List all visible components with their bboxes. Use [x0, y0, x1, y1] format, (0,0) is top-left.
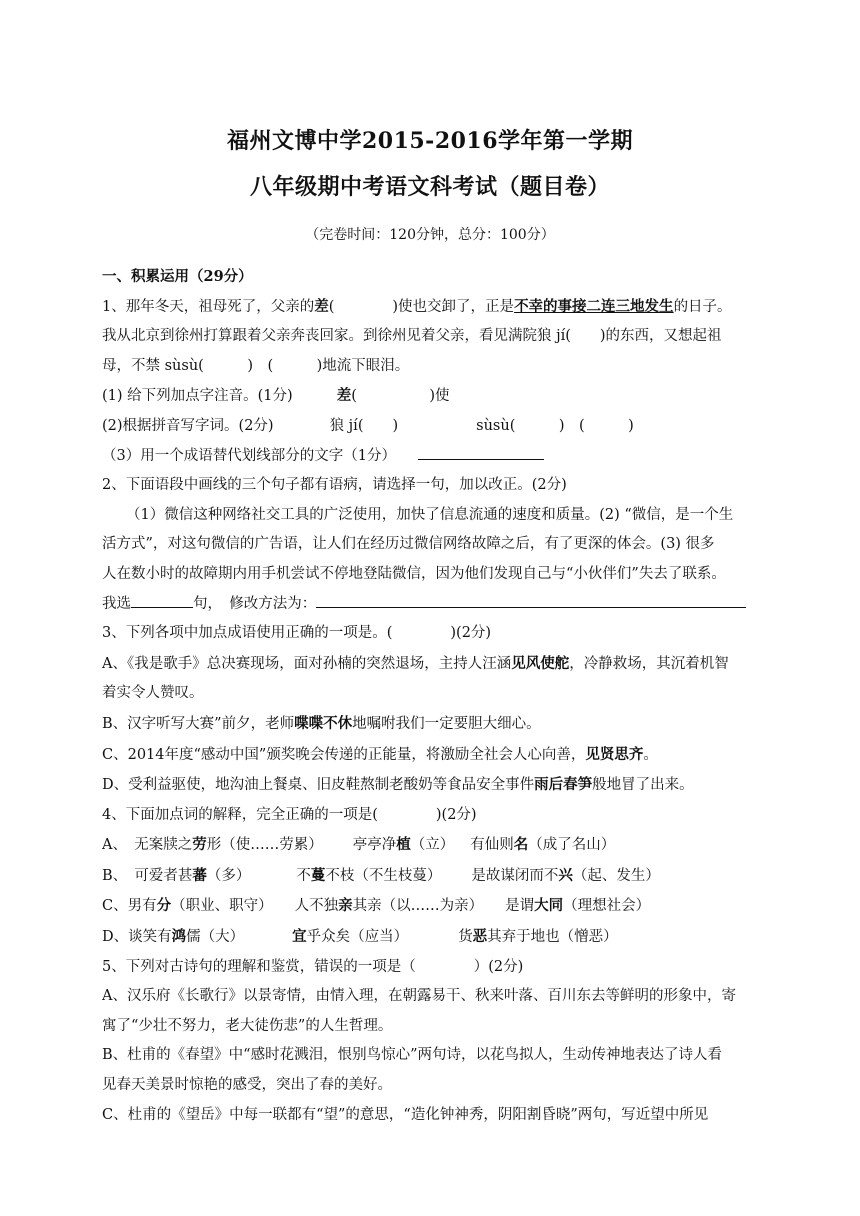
q4-b-seg: 是故谋闭而不 [471, 867, 559, 884]
q3-d-idiom: 雨后春笋 [534, 776, 593, 794]
q4-a-seg: 形（使……劳累） [206, 837, 323, 854]
q2-choice-label: 我选 [102, 595, 131, 612]
q3-d-rest: 般地冒了出来。 [592, 777, 694, 794]
question-1-line-1 [102, 292, 762, 323]
question-2-line-1: 2、下面语段中画线的三个句子都有语病，请选择一句，加以改正。(2分) [102, 477, 567, 494]
q3-option-a [102, 649, 762, 680]
q4-c-key: 分 [156, 897, 172, 915]
question-4-line-1: 4、下面加点词的解释，完全正确的一项是( )(2分) [102, 806, 477, 823]
q2-fix-label: 句， 修改方法为： [193, 595, 317, 612]
q4-d-key: 恶 [472, 928, 488, 946]
q5-option-c: C、杜甫的《望岳》中每一联都有“望”的意思，“造化钟神秀，阴阳割昏晓”两句，写近望中所见 [102, 1106, 709, 1123]
question-1-sub-2 [102, 412, 762, 442]
q3-a-rest: ，冷静救场，其沉着机智 [569, 655, 729, 672]
q4-a-seg: （立） [410, 837, 455, 854]
q4-a-key: 劳 [192, 836, 207, 854]
q4-option-a [102, 830, 762, 861]
q3-b-idiom: 喋喋不休 [294, 714, 353, 732]
question-1-sub-1 [102, 381, 762, 412]
q4-c-seg: （职业、职守） [171, 898, 273, 915]
q3-c-rest: 。 [643, 746, 658, 763]
q4-b-seg: （多） [206, 867, 251, 884]
q4-a-key: 植 [396, 836, 411, 854]
q3-a-idiom: 见风使舵 [511, 654, 570, 672]
question-3-line-1: 3、下列各项中加点成语使用正确的一项是。( )(2分) [102, 625, 492, 642]
q4-c-seg: C、男有 [102, 898, 157, 915]
q3-d-text: D、受利益驱使，地沟油上餐桌、旧皮鞋熬制老酸奶等食品安全事件 [102, 777, 535, 794]
exam-body [102, 262, 762, 1130]
q3-option-b [102, 709, 762, 740]
q4-a-key: 名 [513, 836, 529, 854]
q3-option-a-cont: 着实令人赞叹。 [102, 685, 204, 702]
question-1-sub-3 [102, 442, 762, 472]
q1-sub2-item-a: 狼 jí( ) [329, 417, 399, 434]
q3-c-text: C、2014年度“感动中国”颁奖晚会传递的正能量，将激励全社会人心向善， [102, 746, 586, 763]
q1-text-a: 1、那年冬天，祖母死了，父亲的 [102, 298, 315, 315]
q3-option-c [102, 740, 762, 771]
q4-d-key: 鸿 [171, 928, 187, 946]
q4-c-key: 亲 [338, 897, 353, 915]
exam-title-line2: 八年级期中考语文科考试（题目卷） [249, 174, 610, 200]
q3-a-text: A、《我是歌手》总决赛现场，面对孙楠的突然退场，主持人汪涵 [102, 655, 512, 672]
q4-b-seg: B、 可爱者甚 [102, 867, 193, 884]
question-2-answer-line [102, 590, 762, 620]
q4-a-seg: A、 无案牍之 [102, 837, 193, 854]
q1-underlined-phrase: 不幸的事接二连三地发生 [514, 297, 674, 315]
q5-option-a: A、汉乐府《长歌行》以景寄情，由情入理，在朝露易干、秋来叶落、百川东去等鲜明的形象中，寄 [102, 988, 736, 1005]
q4-option-d [102, 922, 762, 953]
q2-fix-blank[interactable] [316, 591, 746, 608]
question-1-line-3: 母，不禁 sùsù( ) ( )地流下眼泪。 [102, 357, 410, 374]
question-2-line-2: （1）微信这种网络社交工具的广泛使用，加快了信息流通的速度和质量。(2) “微信，是一个生 [126, 506, 734, 523]
q2-choice-blank[interactable] [131, 591, 193, 608]
q1-sub2-item-b: sùsù( ) ( ) [476, 417, 634, 434]
q1-dotted-char: 差 [314, 297, 329, 315]
q4-c-seg: （理想社会） [563, 898, 651, 915]
question-5-line-1: 5、下列对古诗句的理解和鉴赏，错误的一项是（ ）(2分) [102, 958, 524, 975]
q1-sub1-dotted-char: 差 [336, 387, 352, 405]
q4-d-seg: 乎众矣（应当） [306, 929, 409, 946]
q1-sub3-prompt: （3）用一个成语替代划线部分的文字（1分） [102, 447, 396, 464]
q5-option-a-cont: 寓了“少壮不努力，老大徒伤悲”的人生哲理。 [102, 1017, 393, 1034]
q1-sub2-prompt: (2)根据拼音写字词。(2分) [102, 417, 274, 434]
q5-option-b: B、杜甫的《春望》中“感时花溅泪，恨别鸟惊心”两句诗，以花鸟拟人，生动传神地表达了诗人看 [102, 1047, 722, 1064]
q4-a-seg: 有仙则 [470, 837, 514, 854]
q4-b-key: 蕃 [192, 866, 207, 884]
q3-option-d [102, 770, 762, 801]
q1-sub3-answer-blank[interactable] [418, 443, 544, 460]
question-1-line-2: 我从北京到徐州打算跟着父亲奔丧回家。到徐州见着父亲，看见满院狼 jí( )的东西，又想起祖 [102, 328, 722, 345]
q4-b-seg: 不枝（不生枝蔓） [325, 867, 442, 884]
q4-d-seg: 其弃于地也（憎恶） [487, 929, 618, 946]
exam-title-line1: 福州文博中学2015-2016学年第一学期 [226, 128, 634, 154]
q3-b-rest: 地嘱咐我们一定要胆大细心。 [352, 715, 541, 732]
question-2-line-3: 活方式”，对这句微信的广告语，让人们在经历过微信网络故障之后，有了更深的体会。(3) 很多 [102, 536, 715, 553]
q4-d-seg: D、谈笑有 [102, 929, 172, 946]
q4-b-key: 蔓 [310, 866, 326, 884]
q4-b-key: 兴 [558, 866, 573, 884]
exam-subtitle: （完卷时间：120分钟，总分：100分） [305, 227, 555, 243]
q4-b-seg: （起、发生） [572, 867, 660, 884]
q4-d-key: 宜 [292, 928, 307, 946]
q4-a-seg: 亭亭净 [352, 837, 397, 854]
section-heading: 一、积累运用（29分） [102, 268, 253, 285]
q4-c-seg: 是谓 [505, 898, 535, 915]
q4-d-seg: 儒（大） [186, 929, 245, 946]
q1-sub1-answer-slot: ( )使 [351, 388, 450, 405]
q5-option-b-cont: 见春天美景时惊艳的感受，突出了春的美好。 [102, 1077, 392, 1094]
q1-text-c: ( )使也交卸了，正是 [328, 298, 515, 315]
q3-b-text: B、汉字听写大赛”前夕，老师 [102, 715, 295, 732]
q1-sub1-prompt: (1) 给下列加点字注音。(1分) [102, 388, 293, 405]
q4-b-seg: 不 [296, 867, 311, 884]
q4-d-seg: 货 [458, 929, 473, 946]
q4-option-b [102, 861, 762, 892]
q4-a-seg: （成了名山） [528, 837, 616, 854]
q1-text-e: 的日子。 [673, 298, 732, 315]
q4-c-key: 大同 [534, 897, 564, 915]
q4-c-seg: 其亲（以……为亲） [352, 898, 484, 915]
q4-option-c [102, 891, 762, 922]
question-2-line-4: 人在数小时的故障期内用手机尝试不停地登陆微信，因为他们发现自己与“小伙伴们”失去了联系。 [102, 565, 726, 582]
q4-c-seg: 人不独 [294, 898, 339, 915]
q3-c-idiom: 见贤思齐 [585, 745, 644, 763]
